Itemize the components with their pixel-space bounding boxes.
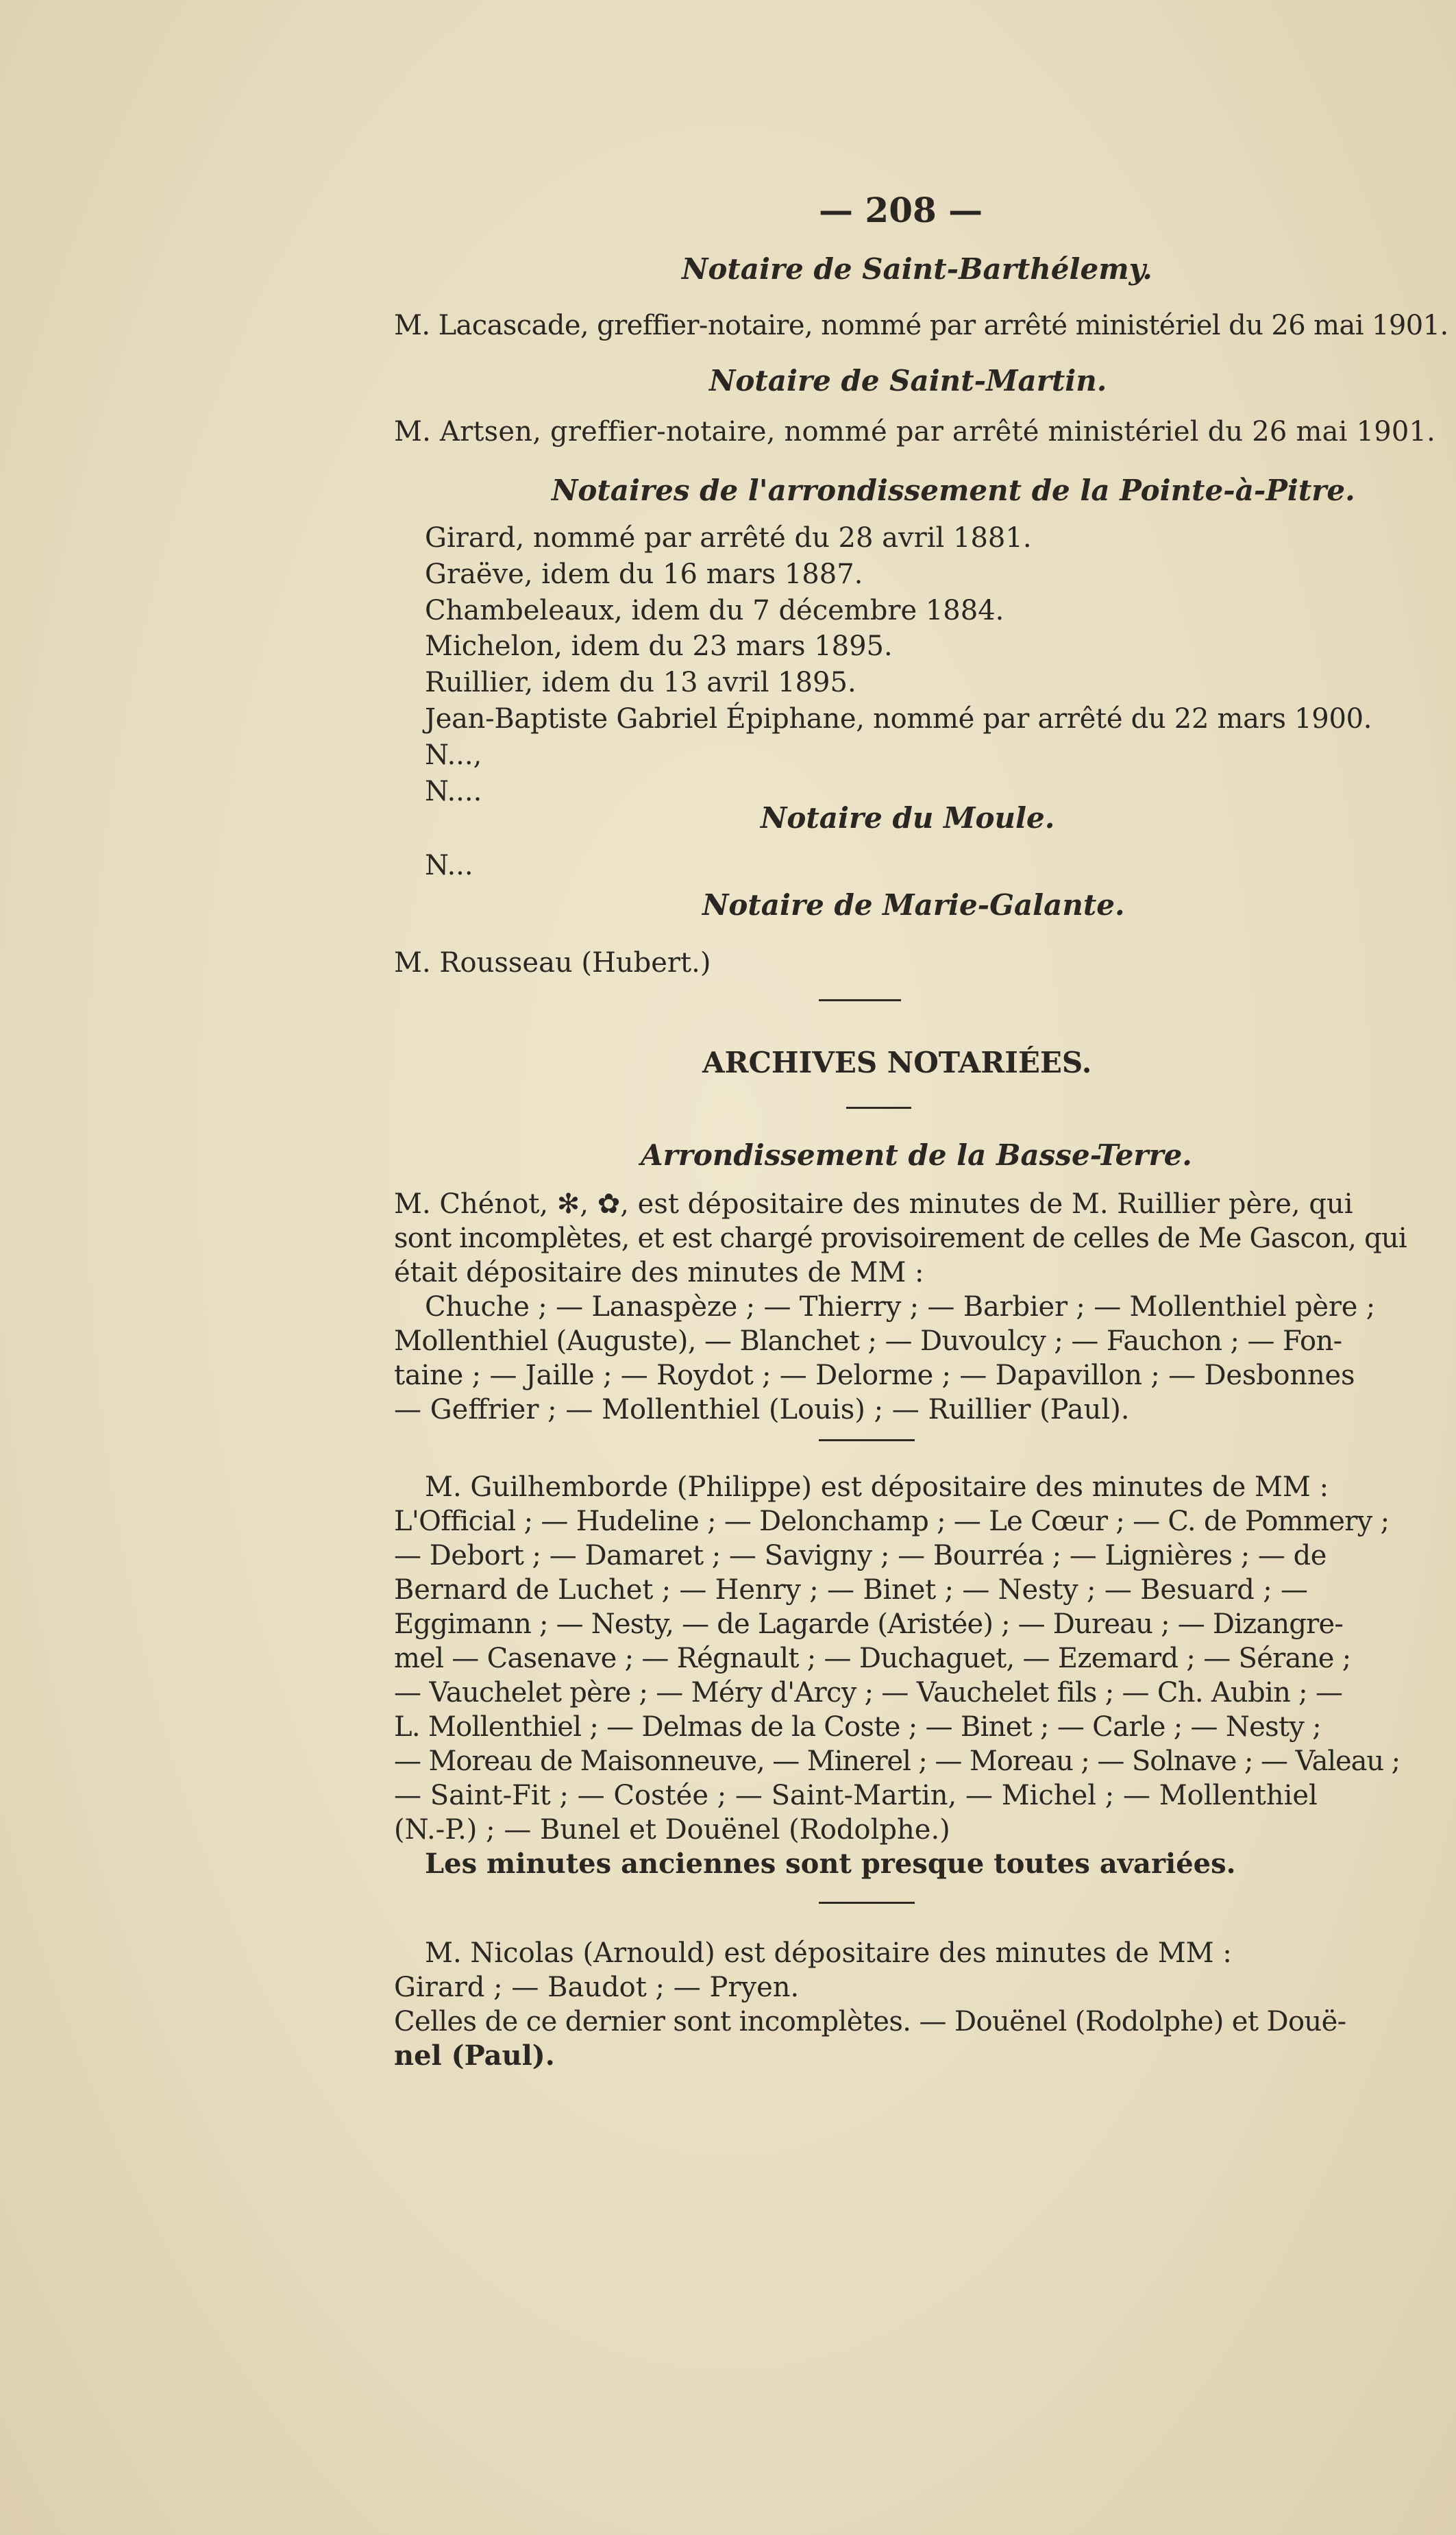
paragraph-line: — Debort ; — Damaret ; — Savigny ; — Bourréa ; — Lignières ; — de (394, 1540, 1327, 1571)
text-moule-notary: N... (425, 850, 473, 881)
paragraph-line: était dépositaire des minutes de MM : (394, 1257, 924, 1288)
paragraph-line: Eggimann ; — Nesty, — de Lagarde (Aristée) ; — Dureau ; — Dizangre- (394, 1608, 1344, 1640)
paragraph-line: sont incomplètes, et est chargé provisoirement de celles de Me Gascon, qui (394, 1223, 1407, 1254)
paragraph-line: — Moreau de Maisonneuve, — Minerel ; — Moreau ; — Solnave ; — Valeau ; (394, 1746, 1401, 1777)
heading-saint-barthelemy: Notaire de Saint-Barthélemy. (682, 252, 1152, 286)
list-item: Chambeleaux, idem du 7 décembre 1884. (425, 595, 1004, 626)
paragraph-line: — Saint-Fit ; — Costée ; — Saint-Martin, — Michel ; — Mollenthiel (394, 1780, 1318, 1811)
list-item: N.... (425, 776, 482, 807)
archives-title: ARCHIVES NOTARIÉES. (702, 1046, 1092, 1079)
paragraph-line: Celles de ce dernier sont incomplètes. — Douënel (Rodolphe) et Douë- (394, 2006, 1346, 2037)
list-item: Girard, nommé par arrêté du 28 avril 1881. (425, 522, 1032, 554)
paragraph-line: Bernard de Luchet ; — Henry ; — Binet ; — Nesty ; — Besuard ; — (394, 1574, 1308, 1606)
paragraph-line: Les minutes anciennes sont presque toutes avariées. (425, 1848, 1236, 1880)
divider (819, 1439, 915, 1441)
divider (819, 999, 901, 1001)
divider (846, 1107, 911, 1109)
heading-pointe-a-pitre: Notaires de l'arrondissement de la Pointe-à-Pitre. (552, 474, 1355, 507)
paragraph-line: — Vauchelet père ; — Méry d'Arcy ; — Vauchelet fils ; — Ch. Aubin ; — (394, 1677, 1343, 1709)
paragraph-line: L. Mollenthiel ; — Delmas de la Coste ; — Binet ; — Carle ; — Nesty ; (394, 1711, 1321, 1743)
heading-marie-galante: Notaire de Marie-Galante. (702, 888, 1125, 922)
paragraph-line: nel (Paul). (394, 2040, 555, 2072)
text-lacascade: M. Lacascade, greffier-notaire, nommé par arrêté ministériel du 26 mai 1901. (394, 310, 1448, 341)
paragraph-line: M. Chénot, ✻, ✿, est dépositaire des minutes de M. Ruillier père, qui (394, 1188, 1353, 1220)
heading-basse-terre: Arrondissement de la Basse-Terre. (641, 1138, 1192, 1172)
paragraph-line: Girard ; — Baudot ; — Pryen. (394, 1972, 800, 2003)
paragraph-line: mel — Casenave ; — Régnault ; — Duchaguet, — Ezemard ; — Sérane ; (394, 1643, 1351, 1674)
heading-moule: Notaire du Moule. (761, 801, 1055, 835)
paragraph-line: M. Nicolas (Arnould) est dépositaire des minutes de MM : (425, 1937, 1232, 1969)
divider (819, 1902, 915, 1904)
heading-saint-martin: Notaire de Saint-Martin. (709, 364, 1107, 397)
list-item: N..., (425, 739, 482, 771)
paragraph-line: M. Guilhemborde (Philippe) est dépositaire des minutes de MM : (425, 1471, 1329, 1503)
paragraph-line: — Geffrier ; — Mollenthiel (Louis) ; — Ruillier (Paul). (394, 1394, 1130, 1425)
list-item: Ruillier, idem du 13 avril 1895. (425, 667, 856, 698)
paragraph-line: Chuche ; — Lanaspèze ; — Thierry ; — Barbier ; — Mollenthiel père ; (425, 1291, 1376, 1323)
paragraph-line: L'Official ; — Hudeline ; — Delonchamp ; — Le Cœur ; — C. de Pommery ; (394, 1506, 1390, 1537)
paragraph-line: Mollenthiel (Auguste), — Blanchet ; — Duvoulcy ; — Fauchon ; — Fon- (394, 1325, 1342, 1357)
text-rousseau: M. Rousseau (Hubert.) (394, 947, 711, 979)
list-item: Jean-Baptiste Gabriel Épiphane, nommé par arrêté du 22 mars 1900. (425, 703, 1372, 735)
page-number: — 208 — (819, 190, 983, 230)
list-item: Michelon, idem du 23 mars 1895. (425, 630, 893, 662)
text-artsen: M. Artsen, greffier-notaire, nommé par arrêté ministériel du 26 mai 1901. (394, 416, 1436, 448)
list-item: Graëve, idem du 16 mars 1887. (425, 559, 863, 590)
paragraph-line: (N.-P.) ; — Bunel et Douënel (Rodolphe.) (394, 1814, 950, 1846)
paragraph-line: taine ; — Jaille ; — Roydot ; — Delorme ; — Dapavillon ; — Desbonnes (394, 1360, 1355, 1391)
